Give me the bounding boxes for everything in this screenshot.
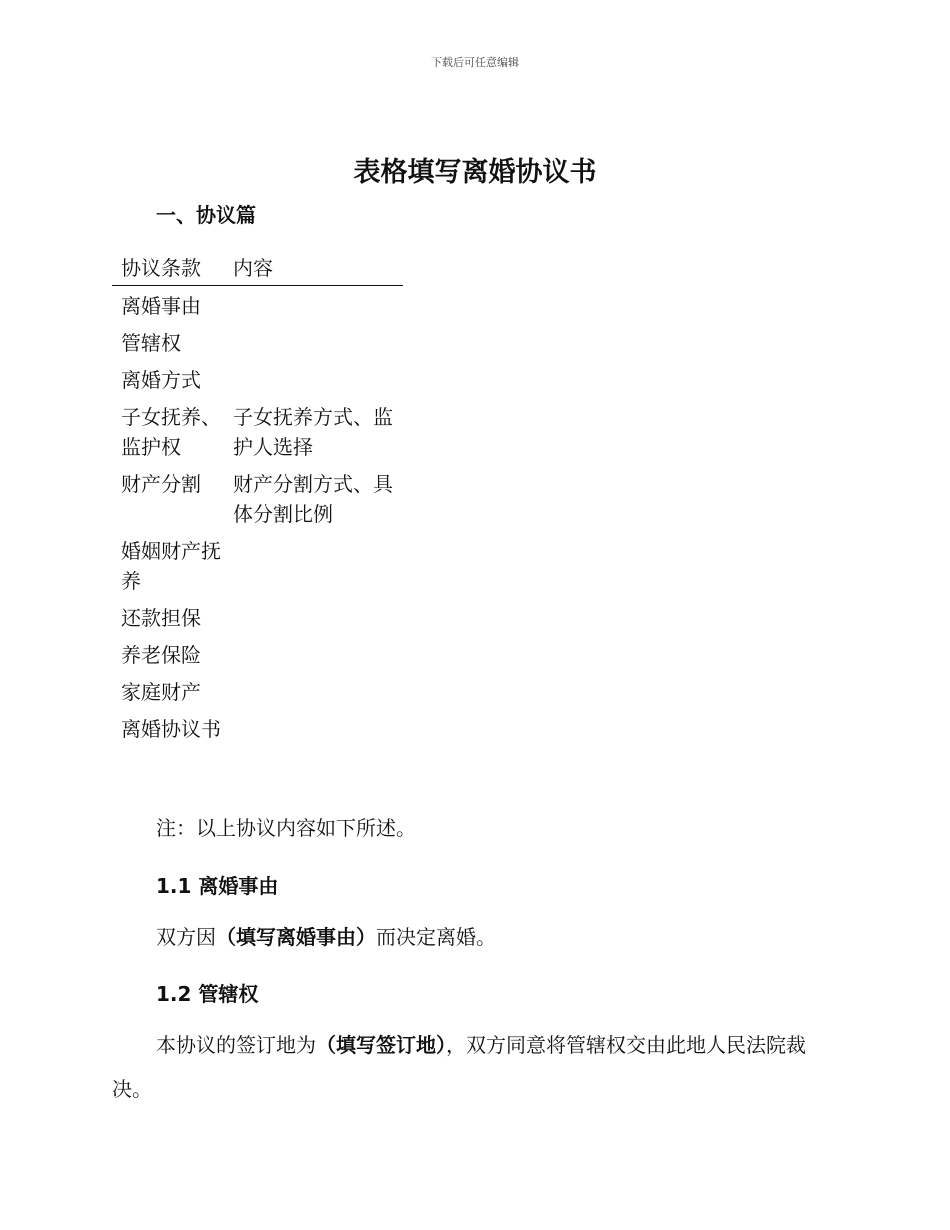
clause-1-1-text: [112, 915, 842, 959]
column-header-term: 协议条款: [112, 253, 224, 286]
clause-content: [224, 361, 403, 398]
clause-content: [224, 599, 403, 636]
clause-heading-1-1: 1.1 离婚事由: [156, 874, 279, 898]
table-row: [112, 465, 403, 532]
clause-term: 财产分割: [121, 472, 201, 496]
table-row: [112, 599, 403, 636]
clause-1-2-text: [112, 1023, 842, 1111]
fill-in-placeholder: （填写离婚事由）: [216, 925, 376, 949]
clause-term: 家庭财产: [121, 680, 201, 704]
clause-term: 还款担保: [121, 606, 201, 630]
table-note: 注：以上协议内容如下所述。: [156, 816, 416, 840]
table-row: [112, 532, 403, 599]
column-header-content: 内容: [224, 253, 403, 286]
document-title: 表格填写离婚协议书: [353, 157, 597, 188]
clause-term: 离婚事由: [121, 294, 201, 318]
table-header-row: [112, 253, 403, 286]
clause-table: [112, 253, 403, 747]
clause-text-after: 而决定离婚。: [376, 925, 496, 949]
fill-in-placeholder: （填写签订地）: [316, 1033, 446, 1057]
table-row: [112, 324, 403, 361]
clause-content: [224, 532, 403, 599]
clause-term: 子女抚养、监护权: [121, 405, 221, 459]
table-row: [112, 286, 403, 325]
clause-content: [224, 636, 403, 673]
clause-term: 离婚方式: [121, 368, 201, 392]
clause-content: 财产分割方式、具体分割比例: [233, 472, 394, 526]
clause-term: 离婚协议书: [121, 717, 221, 741]
clause-term: 养老保险: [121, 643, 201, 667]
clause-term: 管辖权: [121, 331, 181, 355]
clause-content: [224, 324, 403, 361]
table-row: [112, 673, 403, 710]
clause-content: [224, 286, 403, 325]
clause-text-before: 双方因: [156, 925, 216, 949]
clause-text-before: 本协议的签订地为: [156, 1033, 316, 1057]
clause-term: 婚姻财产抚养: [121, 539, 221, 593]
clause-text-after: ，双方同意将管辖权交由此地人民法院裁决。: [112, 1033, 806, 1101]
table-row: [112, 710, 403, 747]
section-heading-agreement: 一、协议篇: [156, 203, 256, 227]
clause-content: [224, 673, 403, 710]
page-header: 下载后可任意编辑: [431, 56, 519, 69]
table-row: [112, 636, 403, 673]
table-row: [112, 361, 403, 398]
clause-content: 子女抚养方式、监护人选择: [233, 405, 394, 459]
table-row: [112, 398, 403, 465]
clause-content: [224, 710, 403, 747]
clause-heading-1-2: 1.2 管辖权: [156, 982, 259, 1006]
